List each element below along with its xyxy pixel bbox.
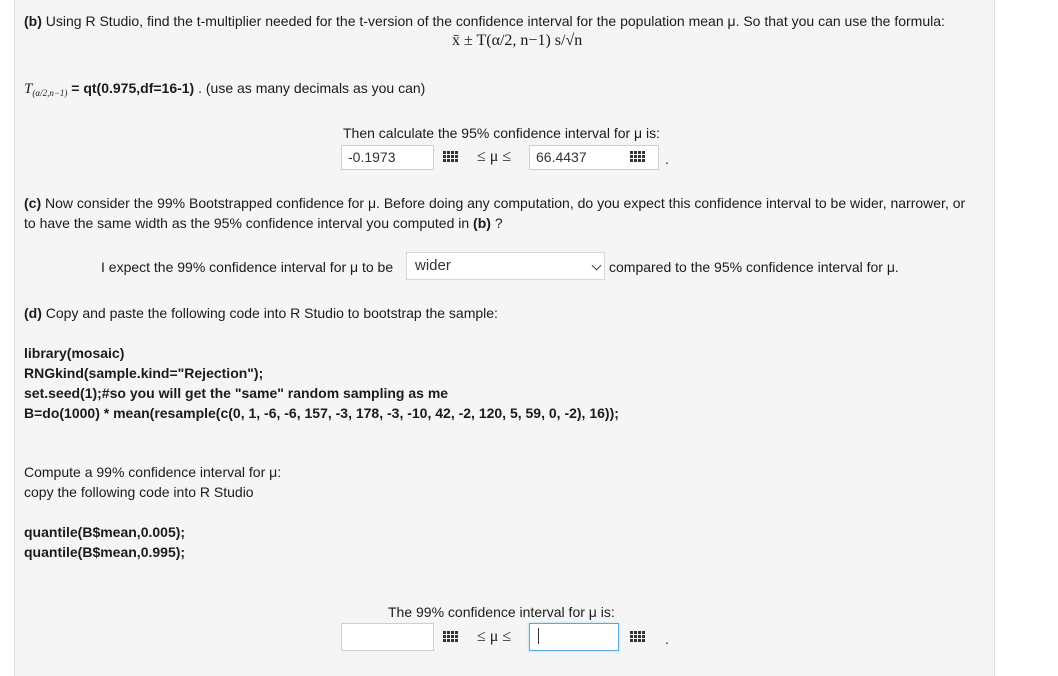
width-select[interactable] bbox=[406, 252, 605, 280]
t-multiplier-line bbox=[24, 79, 425, 102]
code-line: RNGkind(sample.kind="Rejection"); bbox=[24, 365, 264, 381]
quantile-code-block bbox=[24, 522, 185, 562]
part-c-prompt-line1 bbox=[24, 194, 965, 212]
text-cursor bbox=[538, 628, 539, 644]
code-line: library(mosaic) bbox=[24, 345, 125, 361]
matrix-grid-icon[interactable] bbox=[630, 151, 646, 163]
ci95-lower-input[interactable] bbox=[341, 145, 434, 170]
formula-text: x̄ ± T(α/2, n−1) s/√n bbox=[452, 32, 583, 49]
compute-line2: copy the following code into R Studio bbox=[24, 484, 254, 500]
code-line: set.seed(1);#so you will get the "same" random sampling as me bbox=[24, 385, 449, 401]
compute-line1: Compute a 99% confidence interval for μ: bbox=[24, 464, 282, 480]
ci99-upper-input[interactable] bbox=[529, 623, 619, 651]
matrix-grid-icon[interactable] bbox=[630, 631, 646, 643]
part-b-label: (b) bbox=[24, 13, 42, 29]
part-c-text-line1: Now consider the 99% Bootstrapped confidence for μ. Before doing any computation, do you expect this confidence interval to be wider, narrower, or bbox=[45, 195, 966, 211]
matrix-grid-icon[interactable] bbox=[443, 631, 459, 643]
matrix-grid-icon[interactable] bbox=[443, 151, 459, 163]
part-d-prompt bbox=[24, 304, 498, 322]
part-c-prompt-line2 bbox=[24, 214, 503, 232]
code-line: quantile(B$mean,0.995); bbox=[24, 544, 186, 560]
expect-post-text: compared to the 95% confidence interval for μ. bbox=[609, 259, 899, 275]
chevron-down-icon bbox=[592, 261, 602, 271]
code-line: B=do(1000) * mean(resample(c(0, 1, -6, -6, 157, -3, 178, -3, -10, 42, -2, 120, 5, 59, 0, -2), 16)); bbox=[24, 405, 619, 421]
width-select-value: wider bbox=[415, 257, 451, 274]
part-b-prompt bbox=[24, 12, 945, 30]
part-d-label: (d) bbox=[24, 305, 42, 321]
ci95-inequality: ≤ μ ≤ bbox=[477, 148, 512, 165]
ci99-period: . bbox=[665, 631, 669, 647]
code-block bbox=[24, 343, 619, 423]
t-multiplier-note: . (use as many decimals as you can) bbox=[198, 80, 426, 96]
part-c-label: (c) bbox=[24, 195, 42, 211]
part-c-ref: (b) bbox=[473, 215, 491, 231]
ci99-prompt: The 99% confidence interval for μ is: bbox=[388, 604, 615, 620]
part-d-text: Copy and paste the following code into R Studio to bootstrap the sample: bbox=[45, 305, 498, 321]
part-c-text-line2: to have the same width as the 95% confidence interval you computed in bbox=[24, 215, 470, 231]
t-multiplier-symbol: $T_{(\alpha/2,n-1)}$ bbox=[24, 81, 68, 98]
t-multiplier-code: = qt(0.975,df=16-1) bbox=[71, 80, 195, 96]
ci95-period: . bbox=[665, 151, 669, 167]
ci95-prompt: Then calculate the 95% confidence interval for μ is: bbox=[343, 125, 661, 141]
ci-formula bbox=[452, 30, 582, 52]
ci95-upper-value: 66.4437 bbox=[536, 149, 587, 165]
code-line: quantile(B$mean,0.005); bbox=[24, 524, 186, 540]
part-b-text: Using R Studio, find the t-multiplier needed for the t-version of the confidence interval for the population mean μ. So that you can use the formula: bbox=[45, 13, 945, 29]
ci99-inequality: ≤ μ ≤ bbox=[477, 628, 512, 645]
ci99-lower-input[interactable] bbox=[341, 623, 434, 651]
part-c-question-mark: ? bbox=[494, 215, 503, 231]
expect-pre-text: I expect the 99% confidence interval for μ to be bbox=[101, 259, 394, 275]
ci95-lower-value: -0.1973 bbox=[348, 149, 396, 165]
